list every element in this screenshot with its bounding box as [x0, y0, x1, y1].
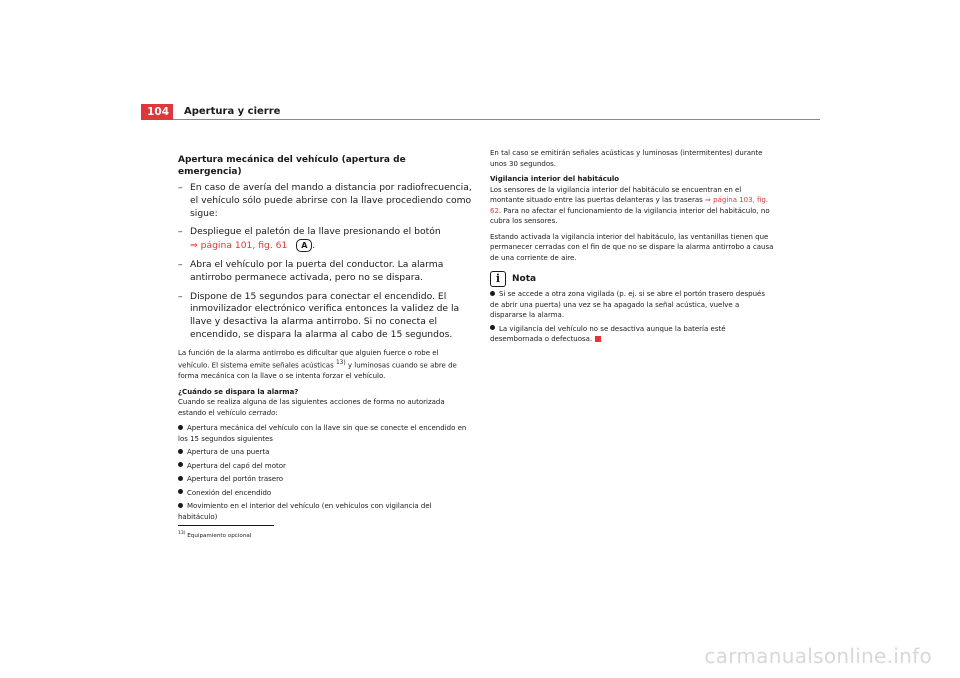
list-item: Conexión del encendido — [178, 488, 472, 499]
page-reference-link[interactable]: página 103, fig. 62 — [490, 196, 769, 215]
bullet-icon — [178, 425, 183, 430]
list-item: Apertura del portón trasero — [178, 474, 472, 485]
right-column — [490, 148, 774, 348]
section-heading: Apertura mecánica del vehículo (apertura de emergencia) — [178, 155, 406, 177]
arrow-icon: ⇒ — [190, 240, 198, 252]
watermark: carmanualsonline.info — [704, 644, 932, 668]
list-item: Apertura del capó del motor — [178, 461, 472, 472]
end-of-section-icon — [595, 336, 601, 342]
left-column — [178, 148, 472, 541]
arrow-icon: ⇒ — [705, 196, 711, 204]
footnote: $^{13)}$ Equipamiento opcional — [178, 531, 252, 539]
footnote-marker: 13) — [335, 360, 346, 367]
info-icon: i — [490, 271, 506, 287]
bullet-icon — [490, 291, 495, 296]
page-number: 104 — [141, 104, 173, 120]
footnote-rule — [178, 525, 274, 526]
subheading: Vigilancia interior del habitáculo — [490, 175, 620, 183]
bullet-icon — [178, 449, 183, 454]
alarm-paragraph: La función de la alarma antirrobo es dificultar que alguien fuerce o robe el vehículo. El sistema emite señales acústicas $^{13)}$ y luminosas cuando se abre de forma mecánica con la llave o se intenta forzar el vehículo. — [178, 348, 457, 381]
step-item: – Dispone de 15 segundos para conectar el encendido. El inmovilizador electrónico verifica entonces la validez de la llave y desactiva la alarma antirrobo. Si no conecta el encendido, se dispara la alarma al cabo de 15 segundos. — [178, 290, 460, 340]
list-item: Movimiento en el interior del vehículo (en vehículos con vigilancia del habitáculo) — [178, 502, 432, 521]
header-rule — [173, 119, 820, 120]
bullet-icon — [178, 476, 183, 481]
step-item: – En caso de avería del mando a distancia por radiofrecuencia, el vehículo sólo puede abrirse con la llave procediendo como sigue: — [178, 182, 472, 219]
note-label: Nota — [512, 274, 537, 284]
page-title: Apertura y cierre — [184, 106, 281, 117]
signals-paragraph: En tal caso se emitirán señales acústicas y luminosas (intermitentes) durante unos 30 segundos. — [490, 149, 763, 168]
steps-list — [178, 182, 472, 342]
bullet-icon — [178, 503, 183, 508]
figure-callout-badge: A — [296, 239, 312, 252]
bullet-icon — [490, 325, 495, 330]
windows-paragraph: Estando activada la vigilancia interior del habitáculo, las ventanillas tienen que permanecer cerradas con el fin de que no se dispare la alarma antirrobo a causa de una corriente de aire. — [490, 232, 774, 262]
bullet-icon — [178, 462, 183, 467]
list-item: Apertura de una puerta — [178, 447, 472, 458]
page-reference-link[interactable]: página 101, fig. 61 — [200, 240, 288, 252]
trigger-list — [178, 423, 472, 522]
subheading: ¿Cuándo se dispara la alarma? — [178, 387, 299, 396]
list-item: Apertura mecánica del vehículo con la llave sin que se conecte el encendido en los 15 segundos siguientes — [178, 424, 467, 443]
sensors-paragraph: Los sensores de la vigilancia interior del habitáculo se encuentran en el montante situado entre las puertas delanteras y las traseras ⇒ página 103, fig. 62. Para no afectar el funcionamiento de la vigilancia interior del habitáculo, no cubra los sensores. — [490, 185, 770, 225]
conditions-intro: Cuando se realiza alguna de las siguientes acciones de forma no autorizada estando el vehículo cerrado: — [178, 398, 445, 417]
list-item: La vigilancia del vehículo no se desactiva aunque la batería esté desembornada o defectuosa. — [490, 324, 726, 343]
note-header — [490, 271, 774, 287]
bullet-icon — [178, 489, 183, 494]
note-list — [490, 289, 774, 345]
step-item: – Abra el vehículo por la puerta del conductor. La alarma antirrobo permanece activada, pero no se dispara. — [178, 258, 444, 283]
list-item: Si se accede a otra zona vigilada (p. ej. si se abre el portón trasero después de abrir una puerta) una vez se ha apagado la señal acústica, vuelve a dispararse la alarma. — [490, 290, 765, 319]
step-item: – Despliegue el paletón de la llave presionando el botón ⇒ página 101, fig. 61 A . — [178, 226, 441, 252]
